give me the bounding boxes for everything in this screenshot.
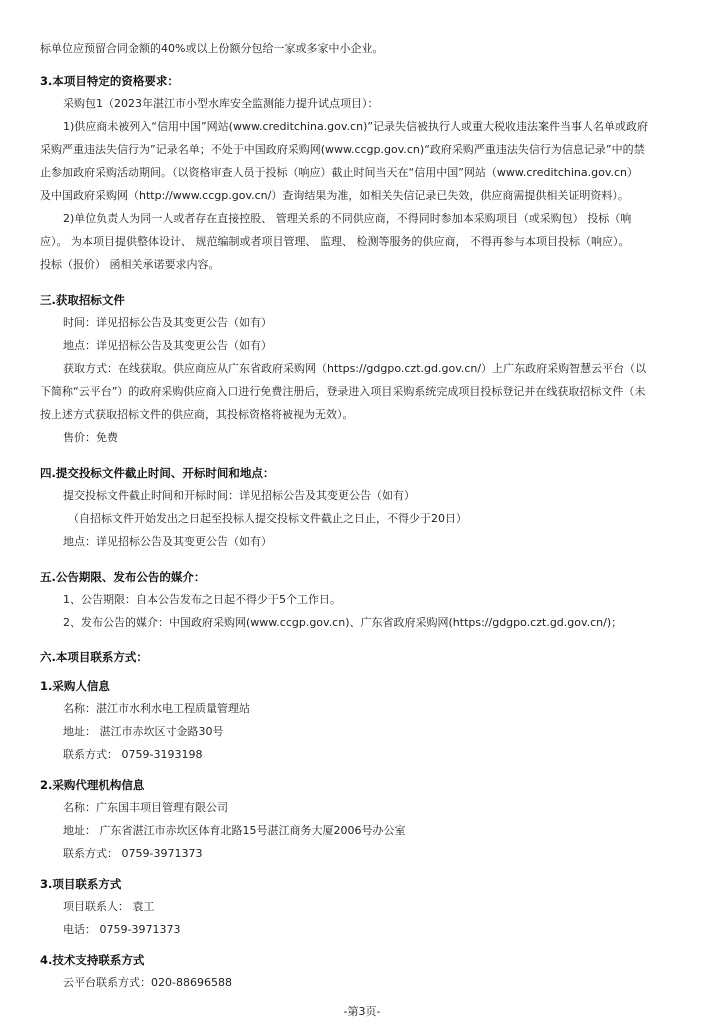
page-number: -第3页- <box>343 1005 381 1018</box>
text-line: 联系方式： 0759-3193198 <box>63 748 203 761</box>
text-line: 云平台联系方式：020-88696588 <box>63 976 232 989</box>
text-line: 下简称“云平台”）的政府采购供应商入口进行免费注册后，登录进入项目采购系统完成项目投标登记并在线获取招标文件（未 <box>40 385 646 398</box>
text-line: 地址： 湛江市赤坎区寸金路30号 <box>63 725 224 738</box>
text-line: 时间：详见招标公告及其变更公告（如有） <box>63 316 272 329</box>
text-line: 采购包1（2023年湛江市小型水库安全监测能力提升试点项目）： <box>63 97 379 110</box>
subsection-heading: 1.采购人信息 <box>40 679 110 693</box>
subsection-heading: 4.技术支持联系方式 <box>40 953 145 967</box>
text-line: 地点：详见招标公告及其变更公告（如有） <box>63 339 272 352</box>
text-line: 投标（报价） 函相关承诺要求内容。 <box>40 258 220 271</box>
text-line: 电话： 0759-3971373 <box>63 923 181 936</box>
text-line: 名称：湛江市水利水电工程质量管理站 <box>63 702 250 715</box>
subsection-heading: 2.采购代理机构信息 <box>40 778 145 792</box>
text-line: 联系方式： 0759-3971373 <box>63 847 203 860</box>
text-line: 地点：详见招标公告及其变更公告（如有） <box>63 535 272 548</box>
text-line: 项目联系人： 袁工 <box>63 900 155 913</box>
text-line: （自招标文件开始发出之日起至投标人提交投标文件截止之日止，不得少于20日） <box>68 512 467 525</box>
text-line: 1)供应商未被列入“信用中国”网站(www.creditchina.gov.cn)”记录失信被执行人或重大税收违法案件当事人名单或政府 <box>63 120 649 133</box>
subsection-heading: 3.项目联系方式 <box>40 877 122 891</box>
section-heading: 3.本项目特定的资格要求： <box>40 74 179 88</box>
text-line: 采购严重违法失信行为”记录名单；不处于中国政府采购网(www.ccgp.gov.cn)“政府采购严重违法失信行为信息记录”中的禁 <box>40 143 645 156</box>
text-line: 获取方式：在线获取。供应商应从广东省政府采购网（https://gdgpo.czt.gd.gov.cn/）上广东政府采购智慧云平台（以 <box>63 362 647 375</box>
section-heading: 六.本项目联系方式： <box>40 650 148 664</box>
section-heading: 三.获取招标文件 <box>40 293 125 307</box>
text-line: 应）。 为本项目提供整体设计、 规范编制或者项目管理、 监理、 检测等服务的供应商， 不得再参与本项目投标（响应）。 <box>40 235 630 248</box>
text-line: 2)单位负责人为同一人或者存在直接控股、 管理关系的不同供应商，不得同时参加本采购项目（或采购包） 投标（响 <box>63 212 632 225</box>
text-line: 售价：免费 <box>63 431 118 444</box>
text-line: 2、发布公告的媒介：中国政府采购网(www.ccgp.gov.cn)、广东省政府采购网(https://gdgpo.czt.gd.gov.cn/)； <box>63 616 623 629</box>
text-line: 1、公告期限：自本公告发布之日起不得少于5个工作日。 <box>63 593 341 606</box>
text-line: 止参加政府采购活动期间。（以资格审查人员于投标（响应）截止时间当天在“信用中国”网站（www.creditchina.gov.cn） <box>40 166 638 179</box>
text-line: 地址： 广东省湛江市赤坎区体育北路15号湛江商务大厦2006号办公室 <box>63 824 406 837</box>
text-line: 提交投标文件截止时间和开标时间：详见招标公告及其变更公告（如有） <box>63 489 415 502</box>
section-heading: 四.提交投标文件截止时间、开标时间和地点： <box>40 466 275 480</box>
text-line: 名称：广东国丰项目管理有限公司 <box>63 801 228 814</box>
section-heading: 五.公告期限、发布公告的媒介： <box>40 570 206 584</box>
text-line: 按上述方式获取招标文件的供应商，其投标资格将被视为无效）。 <box>40 408 354 421</box>
text-line: 及中国政府采购网（http://www.ccgp.gov.cn/）查询结果为准，如相关失信记录已失效，供应商需提供相关证明资料）。 <box>40 189 629 202</box>
text-line: 标单位应预留合同金额的40%或以上份额分包给一家或多家中小企业。 <box>40 42 384 55</box>
